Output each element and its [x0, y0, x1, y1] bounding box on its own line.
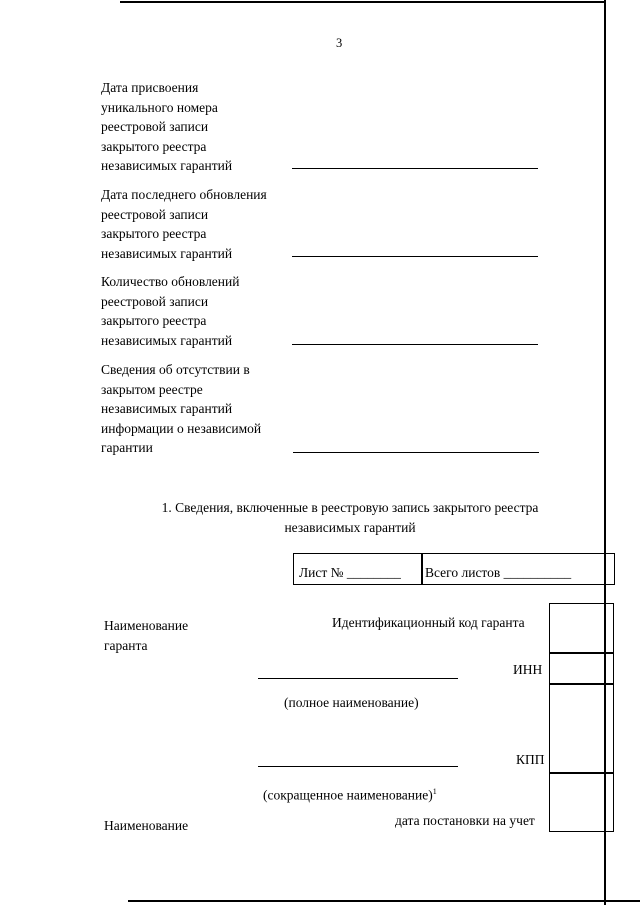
short-name-blank[interactable] — [258, 766, 458, 767]
total-sheets-blank: __________ — [503, 565, 572, 580]
sheet-number-label — [299, 563, 401, 583]
guarantor-name-label — [104, 616, 188, 655]
label-line: закрытого реестра — [101, 138, 207, 154]
label-line: Дата присвоения — [101, 80, 199, 95]
full-name-blank[interactable] — [258, 678, 458, 679]
inn-label: ИНН — [513, 662, 543, 677]
label-line: гаранта — [104, 637, 148, 653]
full-name-caption: (полное наименование) — [284, 695, 419, 710]
field-date-assigned-blank[interactable] — [292, 168, 538, 169]
label-line: независимых гарантий — [101, 401, 233, 416]
label-line: закрытом реестре — [101, 381, 203, 397]
scan-edge-bottom — [128, 900, 640, 902]
field-date-assigned-label — [101, 78, 232, 176]
label-line: информации о независимой — [101, 420, 262, 436]
registration-date-box[interactable] — [549, 772, 614, 832]
registration-date-label: дата постановки на учет — [395, 813, 535, 828]
label-line: Наименование — [104, 618, 189, 633]
page-number: 3 — [336, 36, 343, 50]
section-title — [100, 498, 600, 537]
footnote-marker: 1 — [432, 787, 437, 796]
inn-box[interactable] — [549, 652, 614, 685]
label-line: закрытого реестра — [101, 226, 207, 241]
label-line: независимых гарантий — [101, 245, 233, 261]
label-line: гарантии — [101, 440, 153, 455]
field-update-count-blank[interactable] — [292, 344, 538, 345]
section-title-line: 1. Сведения, включенные в реестровую запись закрытого реестра — [161, 500, 539, 515]
label-line: Сведения об отсутствии в — [101, 362, 250, 377]
id-code-box[interactable] — [549, 603, 614, 654]
sheet-number-text: Лист № — [299, 565, 344, 580]
field-last-update-blank[interactable] — [292, 256, 538, 257]
total-sheets-text: Всего листов — [425, 565, 501, 580]
field-update-count-label — [101, 272, 239, 350]
label-line: Количество обновлений — [101, 274, 240, 289]
label-line: закрытого реестра — [101, 313, 207, 328]
label-line: реестровой записи — [101, 206, 209, 222]
label-line: независимых гарантий — [101, 158, 233, 173]
field-absence-info-blank[interactable] — [293, 452, 539, 453]
label-line: независимых гарантий — [101, 332, 233, 348]
id-code-label: Идентификационный код гаранта — [332, 615, 525, 630]
label-line: реестровой записи — [101, 119, 209, 134]
kpp-box[interactable] — [549, 683, 614, 774]
short-name-caption-text: (сокращенное наименование) — [263, 787, 433, 803]
kpp-label: КПП — [516, 752, 545, 767]
label-line: уникального номера — [101, 99, 218, 115]
label-line: реестровой записи — [101, 293, 209, 309]
scan-edge-top — [120, 1, 604, 3]
label-line: Дата последнего обновления — [101, 187, 267, 202]
short-name-caption — [263, 782, 437, 805]
field-absence-info-label — [101, 360, 261, 458]
sheet-number-blank: ________ — [346, 565, 401, 580]
field-last-update-label — [101, 185, 267, 263]
section-title-line: независимых гарантий — [284, 519, 416, 535]
total-sheets-label — [425, 563, 571, 583]
bottom-name-label: Наименование — [104, 818, 189, 833]
